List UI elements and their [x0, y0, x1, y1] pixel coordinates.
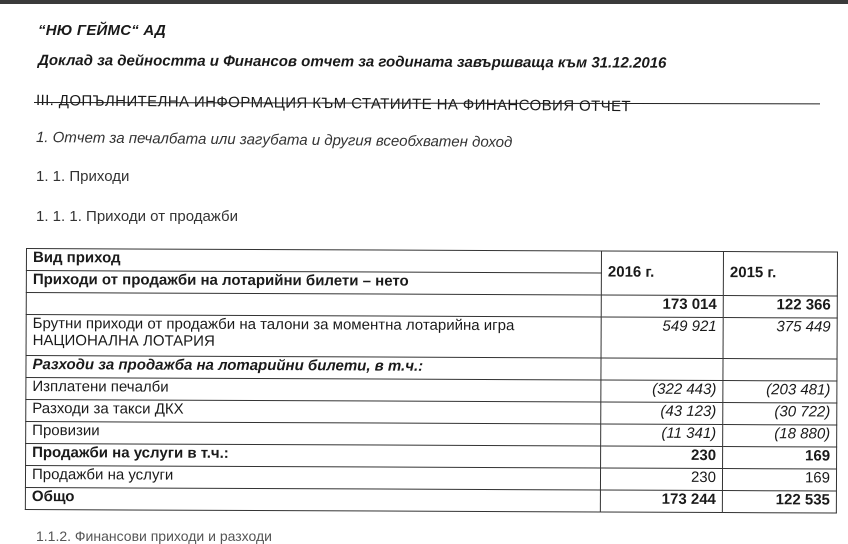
value-2015: 122 535 [722, 491, 836, 513]
row-label-line-1: Брутни приходи от продажби на талони за моментна лотарийна игра [32, 315, 515, 335]
company-name: “НЮ ГЕЙМС“ АД [38, 22, 166, 39]
value-2016: 230 [601, 446, 723, 469]
column-header-type: Вид приход [26, 249, 601, 274]
value-2015: 169 [722, 469, 836, 491]
value-2015: (30 722) [723, 403, 837, 425]
value-2015: 169 [723, 447, 837, 469]
row-label-line-2: НАЦИОНАЛНА ЛОТАРИЯ [32, 332, 215, 350]
value-2016: 549 921 [601, 317, 723, 359]
heading-income-statement: 1. Отчет за печалбата или загубата и другия всеобхватен доход [35, 129, 513, 151]
row-label: Продажби на услуги в т.ч.: [26, 444, 601, 469]
value-2016: 173 014 [601, 295, 723, 318]
table-row-total [25, 487, 836, 513]
value-2015: 122 366 [723, 296, 837, 318]
row-label: Изплатени печалби [26, 378, 601, 403]
column-header-2015: 2015 г. [723, 252, 837, 296]
row-label: Разходи за такси ДКХ [26, 400, 601, 425]
scan-top-border [0, 0, 848, 4]
value-2015: (18 880) [723, 425, 837, 447]
row-label: Разходи за продажба на лотарийни билети, в т.ч.: [26, 356, 601, 381]
value-2015: 375 449 [723, 318, 837, 359]
table-row [26, 315, 837, 360]
value-2016: (43 123) [601, 402, 723, 425]
value-2016: (322 443) [601, 380, 723, 403]
column-header-2016: 2016 г. [601, 251, 723, 296]
value-2016: 173 244 [600, 490, 722, 513]
next-section-fragment: 1.1.2. Финансови приходи и разходи [36, 528, 272, 544]
report-subtitle: Доклад за дейността и Финансов отчет за годината завършваща към 31.12.2016 [37, 52, 667, 72]
value-2016: 230 [600, 468, 722, 491]
value-2015: (203 481) [723, 381, 837, 403]
heading-revenues: 1. 1. Приходи [36, 168, 130, 185]
heading-sales-revenues: 1. 1. 1. Приходи от продажби [36, 208, 238, 225]
row-label: Общо [25, 487, 600, 512]
row-label: Приходи от продажби на лотарийни билети – нето [26, 271, 601, 296]
row-label: Продажби на услуги [25, 466, 600, 491]
row-label [26, 315, 601, 359]
section-title: III. ДОПЪЛНИТЕЛНА ИНФОРМАЦИЯ КЪМ СТАТИИТЕ НА ФИНАНСОВИЯ ОТЧЕТ [35, 92, 632, 116]
value-2016: (11 341) [601, 424, 723, 447]
revenue-table [25, 248, 838, 514]
value-2016 [601, 358, 723, 381]
value-2015 [723, 359, 837, 381]
row-label: Провизии [26, 422, 601, 447]
